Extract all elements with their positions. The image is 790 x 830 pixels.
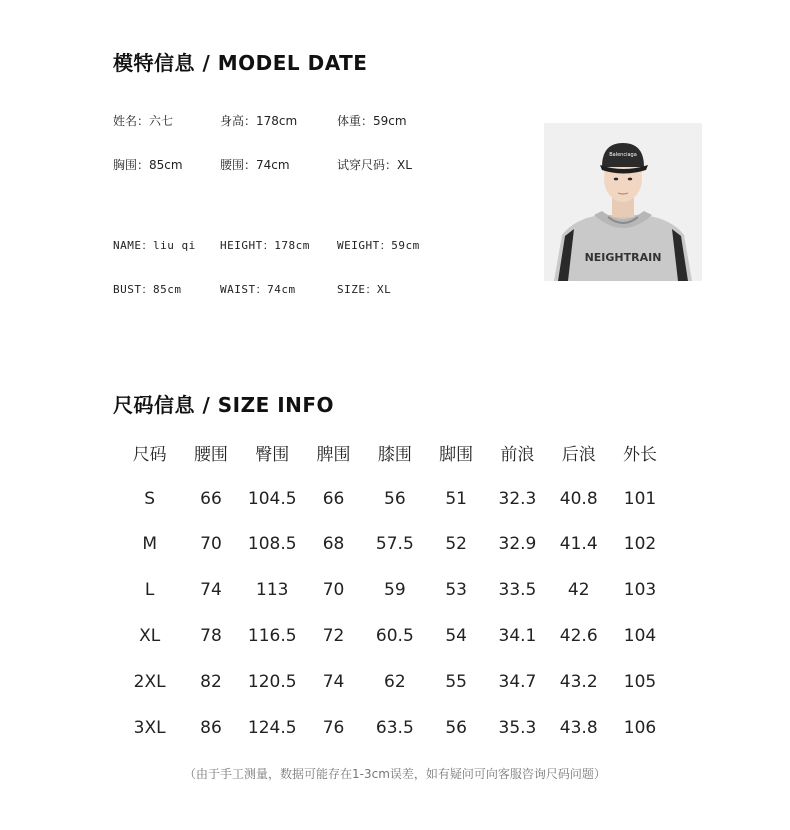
- table-cell: 68: [322, 534, 345, 555]
- table-cell: 42.6: [559, 626, 598, 647]
- table-cell: 101: [623, 488, 657, 509]
- table-row: [119, 522, 671, 568]
- table-cell: 106: [623, 717, 657, 738]
- table-cell: 35.3: [498, 717, 537, 738]
- table-cell: 32.9: [498, 534, 537, 555]
- table-cell: 104: [623, 626, 657, 647]
- header-thigh: 脾围: [316, 445, 351, 466]
- table-cell: 74: [200, 580, 222, 601]
- size-info-title: 尺码信息 / SIZE INFO: [113, 393, 335, 417]
- model-height-cn: 身高：178cm: [220, 114, 298, 128]
- table-cell: 103: [623, 580, 657, 601]
- table-cell: 86: [200, 717, 222, 738]
- table-cell: 120.5: [247, 671, 297, 692]
- table-cell: 43.2: [559, 671, 598, 692]
- table-cell: 76: [322, 717, 345, 738]
- model-weight-cn: 体重：59cm: [337, 114, 407, 128]
- size-table: [119, 430, 671, 751]
- table-cell: 104.5: [247, 488, 297, 509]
- model-waist-en: WAIST：74cm: [220, 283, 296, 296]
- model-name-cn: 姓名：六七: [113, 114, 174, 128]
- table-cell: 34.7: [498, 671, 537, 692]
- table-cell: 33.5: [498, 580, 537, 601]
- table-cell: 72: [322, 626, 345, 647]
- model-waist-cn: 腰围：74cm: [220, 158, 290, 172]
- header-hip: 臀围: [255, 445, 290, 466]
- table-cell: 34.1: [498, 626, 537, 647]
- model-info-title: 模特信息 / MODEL DATE: [113, 51, 368, 75]
- table-cell: 56: [445, 717, 467, 738]
- table-cell: 41.4: [559, 534, 598, 555]
- model-size-cn: 试穿尺码：XL: [337, 158, 412, 172]
- table-cell: 70: [322, 580, 345, 601]
- shirt-logo-text: NEIGHTRAIN: [584, 251, 662, 264]
- header-front-rise: 前浪: [500, 445, 535, 466]
- table-cell: 63.5: [375, 717, 414, 738]
- table-cell: 52: [445, 534, 467, 555]
- table-cell: 102: [623, 534, 657, 555]
- table-cell: 32.3: [498, 488, 537, 509]
- table-cell: 42: [567, 580, 590, 601]
- model-bust-en: BUST：85cm: [113, 283, 182, 296]
- table-cell: 3XL: [133, 717, 166, 738]
- table-cell: 53: [445, 580, 467, 601]
- header-back-rise: 后浪: [561, 445, 596, 466]
- model-photo: [544, 123, 702, 281]
- table-cell: 57.5: [375, 534, 414, 555]
- table-cell: 116.5: [247, 626, 297, 647]
- table-cell: 59: [384, 580, 406, 601]
- table-cell: 66: [200, 488, 222, 509]
- table-cell: 62: [384, 671, 406, 692]
- table-cell: 78: [200, 626, 222, 647]
- table-cell: M: [142, 534, 157, 555]
- table-cell: 108.5: [247, 534, 297, 555]
- header-size: 尺码: [132, 445, 167, 466]
- measurement-note: （由于手工测量，数据可能存在1-3cm误差，如有疑问可向客服咨询尺码问题）: [184, 767, 606, 781]
- table-cell: 43.8: [559, 717, 598, 738]
- table-cell: 124.5: [247, 717, 297, 738]
- header-leg-opening: 脚围: [439, 445, 474, 466]
- table-cell: 51: [445, 488, 467, 509]
- table-cell: L: [144, 580, 155, 601]
- table-row: [119, 476, 671, 522]
- model-bust-cn: 胸围：85cm: [113, 158, 183, 172]
- model-size-en: SIZE：XL: [337, 283, 392, 296]
- table-row: [119, 613, 671, 659]
- table-cell: XL: [139, 626, 161, 647]
- table-cell: 55: [445, 671, 467, 692]
- table-cell: 56: [384, 488, 406, 509]
- table-cell: 54: [445, 626, 467, 647]
- table-cell: 40.8: [559, 488, 598, 509]
- table-row: [119, 659, 671, 705]
- model-height-en: HEIGHT：178cm: [220, 239, 310, 252]
- table-cell: 113: [256, 580, 289, 601]
- table-cell: 74: [322, 671, 345, 692]
- table-cell: 105: [623, 671, 657, 692]
- table-cell: 66: [322, 488, 345, 509]
- header-knee: 膝围: [377, 445, 412, 466]
- table-row: [119, 567, 671, 613]
- model-weight-en: WEIGHT：59cm: [337, 239, 420, 252]
- table-cell: 60.5: [375, 626, 414, 647]
- cap-logo-text: Balenciaga: [609, 152, 637, 158]
- size-table-header-row: [119, 430, 671, 476]
- table-row: [119, 705, 671, 751]
- table-cell: 70: [200, 534, 222, 555]
- table-cell: S: [144, 488, 156, 509]
- header-waist: 腰围: [193, 445, 228, 466]
- table-cell: 2XL: [133, 671, 166, 692]
- table-cell: 82: [200, 671, 222, 692]
- model-name-en: NAME：liu qi: [113, 239, 196, 252]
- header-outseam: 外长: [623, 445, 658, 466]
